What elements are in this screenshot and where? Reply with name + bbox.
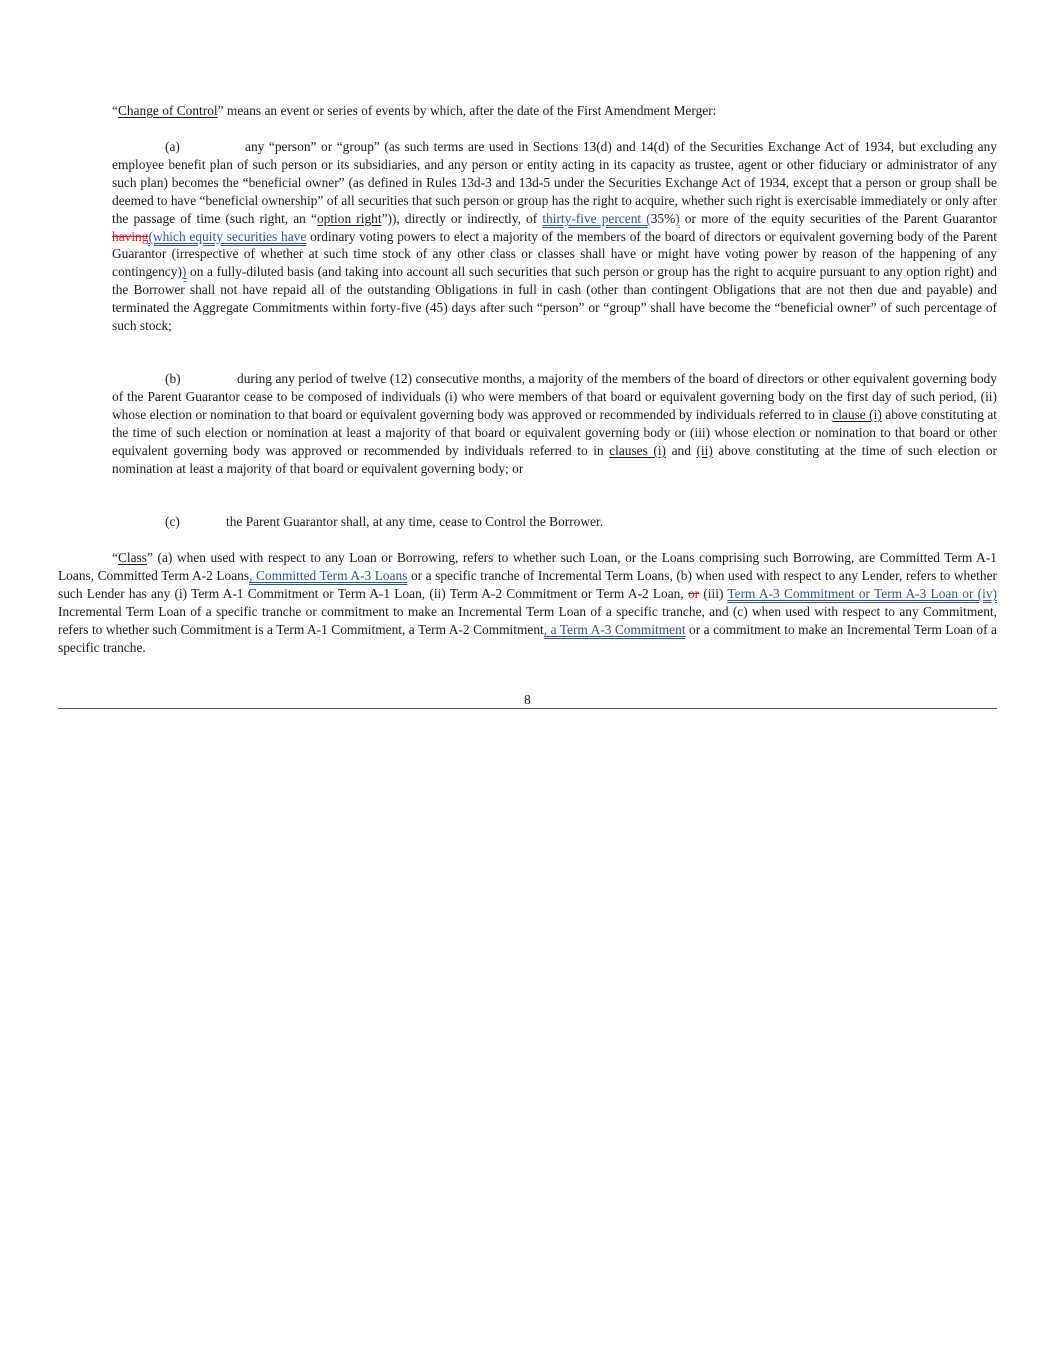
clause-c-paragraph: (c) the Parent Guarantor shall, at any time, cease to Control the Borrower. [165, 514, 604, 529]
change-of-control-definition: “Change of Control” means an event or series of events by which, after the date of the First Amendment Merger: [112, 103, 717, 118]
inserted-text: , a Term A-3 Commitment [543, 621, 686, 637]
defined-term: option right [316, 210, 382, 226]
clause-marker: (c) [165, 514, 180, 529]
clause-reference: clause (i) [832, 406, 882, 422]
class-definition: “Class” (a) when used with respect to any Loan or Borrowing, refers to whether such Loan, or the Loans comprising such Borrowing, are Committed Term A-1 Loans, Committed Term A-2 Loans, Committed Term A-3 Loans or a specific tranche of Incremental Term Loans, (b) when used with respect to any Lender, refers to whether such Lender has any (i) Term A-1 Commitment or Term A-1 Loan, (ii) Term A-2 Commitment or Term A-2 Loan, or (iii) Term A-3 Commitment or Term A-3 Loan or (iv) Incremental Term Loan of a specific tranche or commitment to make an Incremental Term Loan of a specific tranche, and (c) when used with respect to any Commitment, refers to whether such Commitment is a Term A-1 Commitment, a Term A-2 Commitment, a Term A-3 Commitment or a commitment to make an Incremental Term Loan of a specific tranche. [58, 550, 997, 655]
footer-divider [58, 708, 997, 709]
inserted-text: (which equity securities have [148, 228, 307, 244]
clause-marker: (b) [165, 371, 181, 386]
inserted-text: ) [181, 264, 187, 280]
deleted-text: or [687, 585, 700, 601]
defined-term: Change of Control [117, 103, 218, 118]
clause-marker: (a) [165, 139, 180, 154]
deleted-text: having [112, 228, 149, 244]
inserted-text: Term A-3 Commitment or Term A-3 Loan or (iv) [727, 585, 997, 601]
inserted-text: ) [675, 210, 680, 226]
clause-b-paragraph: (b) during any period of twelve (12) consecutive months, a majority of the members of the board of directors or other equivalent governing body of the Parent Guarantor cease to be composed of individuals (i) who were members of that board or equivalent governing body on the first day of such period, (ii) whose election or nomination to that board or equivalent governing body was approved or recommended by individuals referred to in clause (i) above constituting at the time of such election or nomination at least a majority of that board or equivalent governing body or (iii) whose election or nomination to that board or other equivalent governing body was approved or recommended by individuals referred to in clauses (i) and (ii) above constituting at the time of such election or nomination at least a majority of that board or equivalent governing body; or [112, 371, 997, 476]
page-number: 8 [524, 692, 531, 707]
inserted-text: , Committed Term A-3 Loans [249, 567, 408, 583]
clause-reference: clauses (i) [609, 442, 667, 458]
defined-term: Class [117, 550, 147, 565]
clause-reference: (ii) [696, 442, 713, 458]
clause-a-paragraph: (a) any “person” or “group” (as such terms are used in Sections 13(d) and 14(d) of the Securities Exchange Act of 1934, but excluding any employee benefit plan of such person or its subsidiaries, and any person or entity acting in its capacity as trustee, agent or other fiduciary or administrator of any such plan) becomes the “beneficial owner” (as defined in Rules 13d-3 and 13d-5 under the Securities Exchange Act of 1934, except that a person or group shall be deemed to have “beneficial ownership” of all securities that such person or group has the right to acquire, whether such right is exercisable immediately or only after the passage of time (such right, an “option right”)), directly or indirectly, of thirty-five percent (35%) or more of the equity securities of the Parent Guarantor having(which equity securities have ordinary voting powers to elect a majority of the members of the board of directors or equivalent governing body of the Parent Guarantor (irrespective of whether at such time stock of any other class or classes shall have or might have voting power by reason of the happening of any contingency)) on a fully-diluted basis (and taking into account all such securities that such person or group has the right to acquire pursuant to any option right) and the Borrower shall not have repaid all of the outstanding Obligations in full in cash (other than contingent Obligations that are not then due and payable) and terminated the Aggregate Commitments within forty-five (45) days after such “person” or “group” shall have become the “beneficial owner” of such percentage of such stock; [112, 139, 997, 334]
inserted-text: thirty-five percent ( [542, 210, 651, 226]
